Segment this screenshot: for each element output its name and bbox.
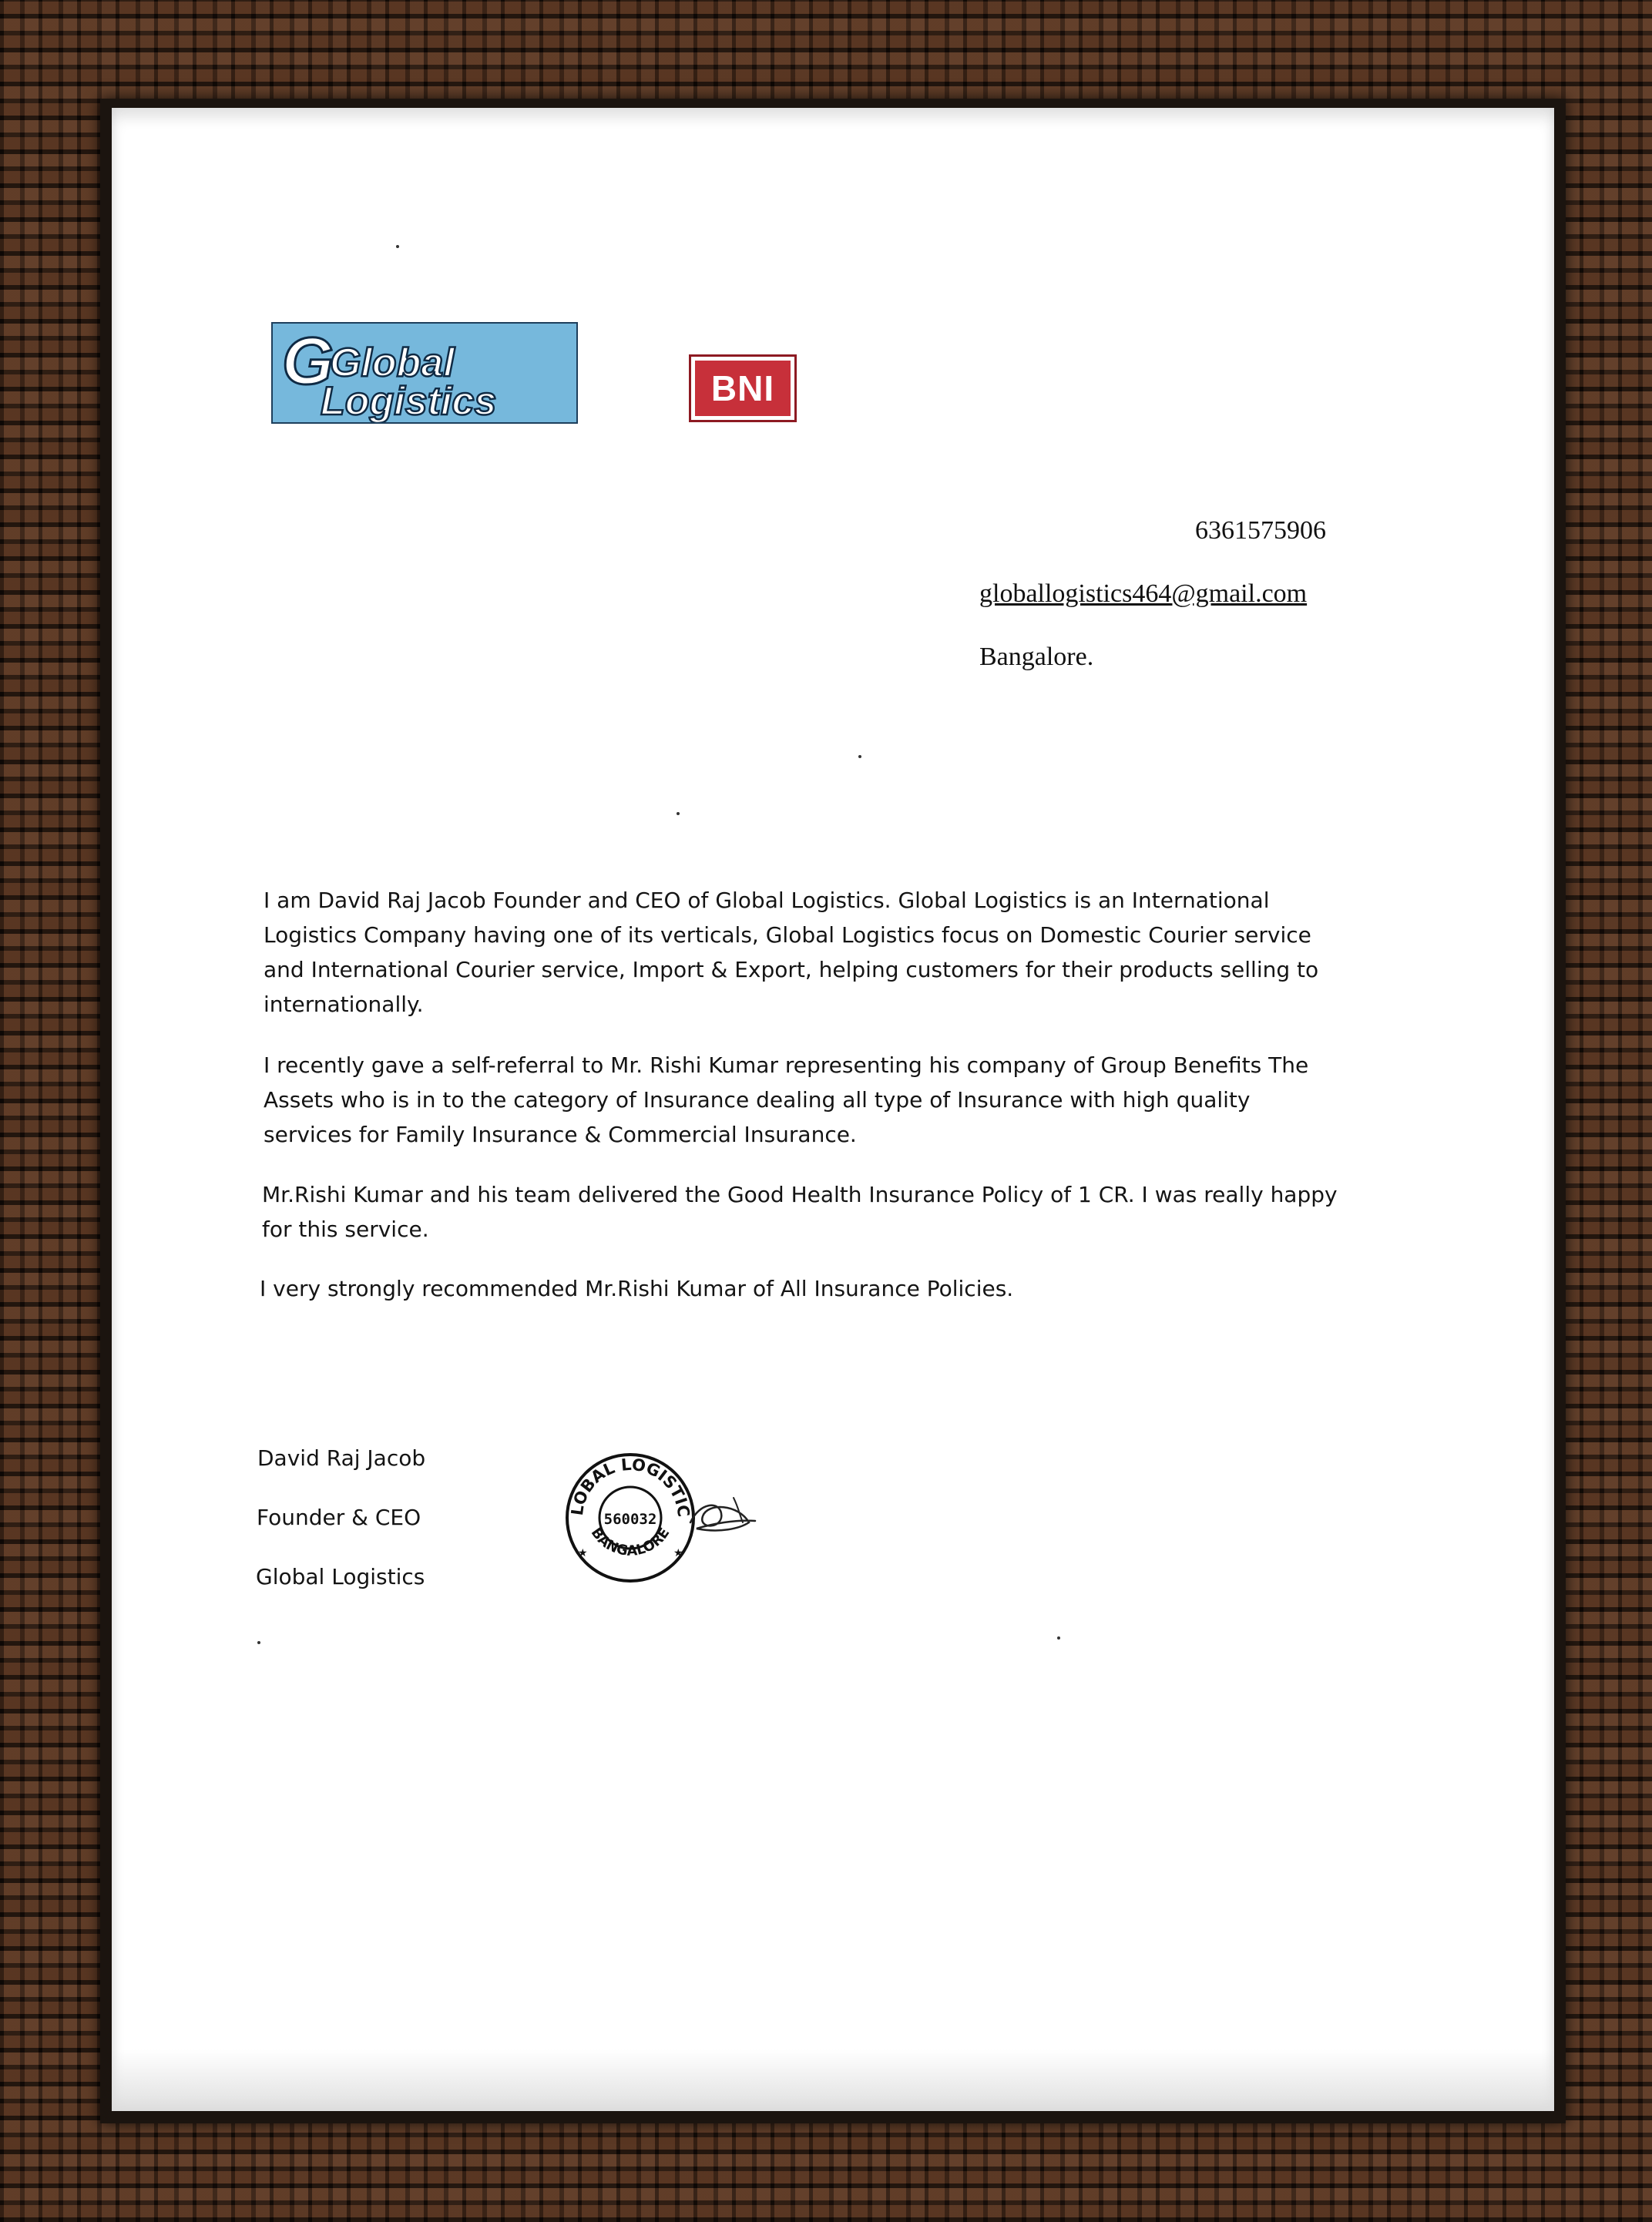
company-stamp	[561, 1448, 761, 1587]
paper-speck	[257, 1641, 260, 1644]
body-paragraph: I very strongly recommended Mr.Rishi Kumar of All Insurance Policies.	[260, 1276, 1014, 1301]
bni-logo-text: BNI	[695, 361, 791, 416]
stamp-star-icon: ★	[578, 1547, 588, 1559]
logo-letter-g: G	[282, 324, 334, 398]
paper-speck	[858, 755, 861, 758]
paper-speck	[396, 245, 399, 248]
signatory-title: Founder & CEO	[257, 1505, 421, 1530]
stamp-top-text: LOBAL LOGISTIC	[567, 1455, 693, 1519]
stamp-center-text: 560032	[603, 1511, 657, 1528]
signatory-company: Global Logistics	[256, 1564, 425, 1589]
body-paragraph: Mr.Rishi Kumar and his team delivered the Good Health Insurance Policy of 1 CR. I was really happy for this service.	[262, 1182, 1338, 1242]
contact-phone: 6361575906	[1195, 516, 1326, 545]
bni-logo	[689, 354, 797, 422]
body-paragraph: I recently gave a self-referral to Mr. Rishi Kumar representing his company of Group Benefits The Assets who is in to the category of Insurance dealing all type of Insurance with high quality services for Family Insurance & Commercial Insurance.	[264, 1052, 1309, 1147]
logo-line1: Global	[330, 341, 455, 385]
signatory-name: David Raj Jacob	[257, 1445, 426, 1471]
paper-glare	[112, 2049, 1554, 2111]
contact-email: globallogistics464@gmail.com	[979, 579, 1308, 608]
paper-speck	[1057, 1636, 1060, 1640]
stamp-star-icon: ★	[673, 1547, 683, 1559]
stamp-bottom-text: BANGALORE	[587, 1525, 673, 1559]
logo-line2: Logistics	[321, 379, 497, 422]
contact-city: Bangalore.	[979, 643, 1094, 671]
paper-speck	[677, 812, 680, 815]
handwritten-signature	[690, 1505, 755, 1531]
body-paragraph: I am David Raj Jacob Founder and CEO of Global Logistics. Global Logistics is an International Logistics Company having one of its verticals, Global Logistics focus on Domestic Courier service and International Courier service, Import & Export, helping customers for their products selling to internationally.	[264, 888, 1319, 1017]
global-logistics-logo	[271, 322, 578, 424]
